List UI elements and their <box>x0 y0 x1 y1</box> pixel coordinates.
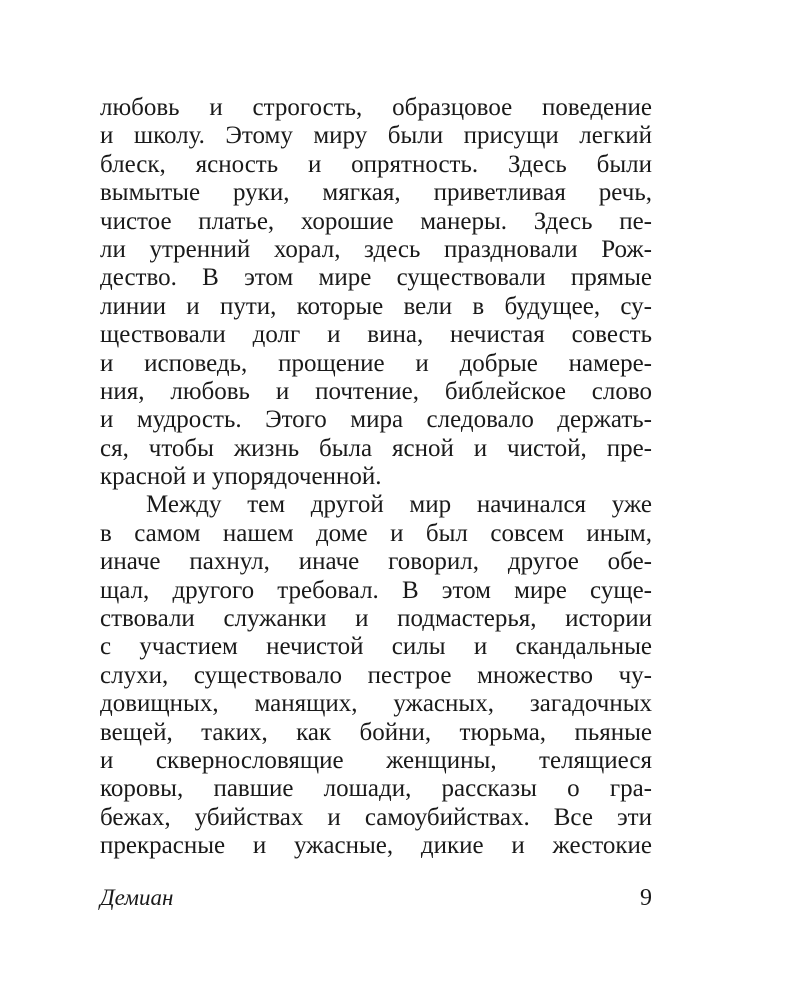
text-line: ствовали служанки и подмастерья, истории <box>100 605 652 633</box>
text-line: любовь и строгость, образцовое поведение <box>100 94 652 121</box>
text-line: довищных, манящих, ужасных, загадочных <box>100 690 652 718</box>
paragraph-first-line: Между тем другой мир начинался уже <box>146 491 652 519</box>
text-line: с участием нечистой силы и скандальные <box>100 633 652 661</box>
text-line: ся, чтобы жизнь была ясной и чистой, пре- <box>100 434 652 462</box>
text-line: и исповедь, прощение и добрые намере- <box>100 349 652 377</box>
text-line: красной и упорядоченной. <box>100 463 382 491</box>
running-title: Демиан <box>100 885 174 910</box>
text-line: блеск, ясность и опрятность. Здесь были <box>100 150 652 178</box>
text-line: в самом нашем доме и был совсем иным, <box>100 519 652 547</box>
text-line: ли утренний хорал, здесь праздновали Рож- <box>100 235 652 263</box>
text-line: щал, другого требовал. В этом мире суще- <box>100 576 652 604</box>
text-line: и школу. Этому миру были присущи легкий <box>100 122 652 150</box>
text-line: дество. В этом мире существовали прямые <box>100 264 652 292</box>
text-line: чистое платье, хорошие манеры. Здесь пе- <box>100 207 652 235</box>
text-line: ществовали долг и вина, нечистая совесть <box>100 321 652 349</box>
text-line: вымытые руки, мягкая, приветливая речь, <box>100 179 652 207</box>
text-line: и мудрость. Этого мира следовало держать- <box>100 406 652 434</box>
body-text <box>100 94 652 861</box>
text-line: коровы, павшие лошади, рассказы о гра- <box>100 775 652 803</box>
text-line: прекрасные и ужасные, дикие и жестокие <box>100 832 652 860</box>
text-line: иначе пахнул, иначе говорил, другое обе- <box>100 548 652 576</box>
text-line: линии и пути, которые вели в будущее, су- <box>100 292 652 320</box>
text-line: и сквернословящие женщины, телящиеся <box>100 746 652 774</box>
text-line: ния, любовь и почтение, библейское слово <box>100 377 652 405</box>
text-line: вещей, таких, как бойни, тюрьма, пьяные <box>100 718 652 746</box>
page-number: 9 <box>640 885 652 911</box>
text-line: бежах, убийствах и самоубийствах. Все эти <box>100 803 652 831</box>
text-line: слухи, существовало пестрое множество чу- <box>100 661 652 689</box>
